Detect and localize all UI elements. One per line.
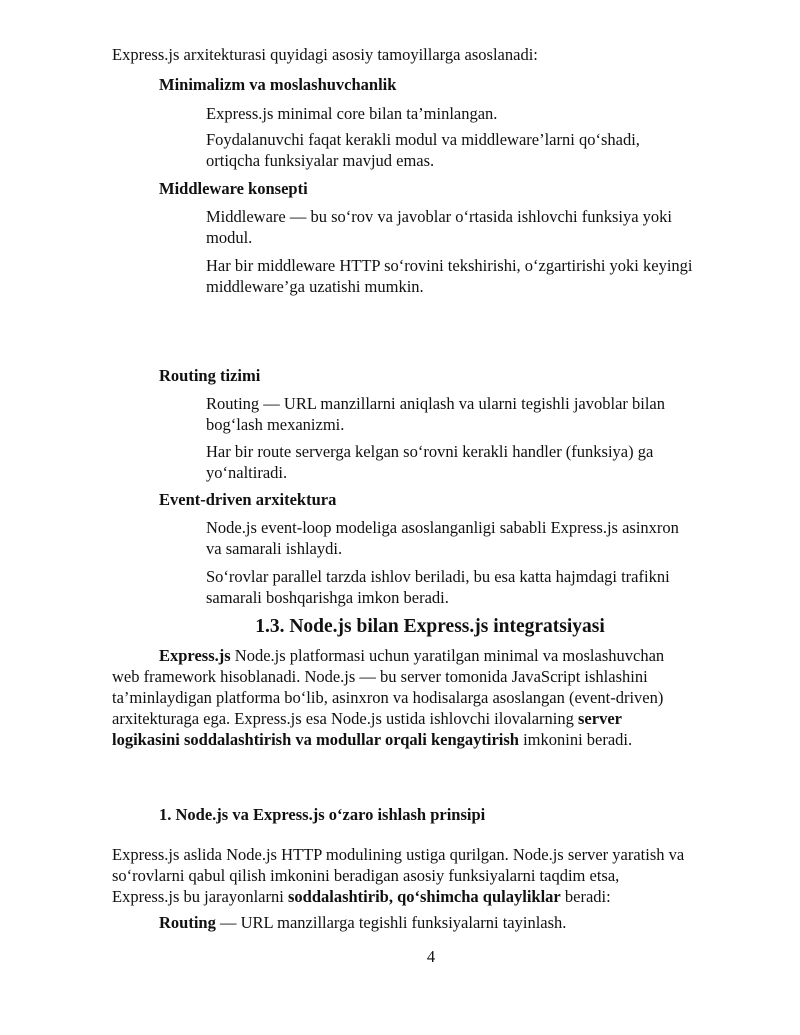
section-title-middleware: Middleware konsepti: [159, 179, 308, 198]
point-text: Har bir middleware HTTP so‘rovini tekshirishi, o‘zgartirishi yoki keyingi: [206, 256, 693, 275]
paragraph-line: [112, 708, 622, 730]
item-text: — URL manzillarga tegishli funksiyalarni tayinlash.: [215, 913, 567, 932]
section-title-event-driven: Event-driven arxitektura: [159, 490, 337, 509]
paragraph-text: arxitekturaga ega. Express.js esa Node.js ustida ishlovchi ilovalarning: [112, 709, 579, 728]
intro-text: Express.js arxitekturasi quyidagi asosiy tamoyillarga asoslanadi:: [112, 45, 538, 64]
paragraph-line: [112, 886, 611, 908]
point-text-cont: modul.: [206, 228, 253, 247]
point-text-cont: ortiqcha funksiyalar mavjud emas.: [206, 151, 435, 170]
bold-term: Express.js: [159, 646, 231, 665]
point-text-cont: va samarali ishlaydi.: [206, 539, 343, 558]
point-text-cont: samarali boshqarishga imkon beradi.: [206, 588, 449, 607]
point-text-cont: yo‘naltiradi.: [206, 463, 288, 482]
page-number: 4: [426, 947, 436, 966]
point-text: Har bir route serverga kelgan so‘rovni kerakli handler (funksiya) ga: [206, 442, 654, 461]
paragraph-line: [112, 729, 632, 751]
paragraph-line: Express.js aslida Node.js HTTP modulining ustiga qurilgan. Node.js server yaratish va: [112, 845, 685, 864]
point-text: Foydalanuvchi faqat kerakli modul va middleware’larni qo‘shadi,: [206, 130, 640, 149]
section-heading: 1.3. Node.js bilan Express.js integratsiyasi: [255, 616, 605, 637]
paragraph-text: Express.js bu jarayonlarni: [112, 887, 288, 906]
subheading: 1. Node.js va Express.js o‘zaro ishlash prinsipi: [159, 805, 486, 824]
bold-term: logikasini soddalashtirish va modullar orqali kengaytirish: [112, 730, 519, 749]
section-title-minimalism: Minimalizm va moslashuvchanlik: [159, 75, 397, 94]
bold-term: soddalashtirib, qo‘shimcha qulayliklar: [287, 887, 561, 906]
point-text: Middleware — bu so‘rov va javoblar o‘rtasida ishlovchi funksiya yoki: [206, 207, 673, 226]
paragraph-line: [159, 645, 664, 667]
point-text: Routing — URL manzillarni aniqlash va ularni tegishli javoblar bilan: [206, 394, 666, 413]
point-text: Express.js minimal core bilan ta’minlangan.: [206, 104, 498, 123]
paragraph-text: imkonini beradi.: [518, 730, 633, 749]
paragraph-line: so‘rovlarni qabul qilish imkonini beradigan asosiy funksiyalarni taqdim etsa,: [112, 866, 620, 885]
point-text: Node.js event-loop modeliga asoslanganligi sababli Express.js asinxron: [206, 518, 679, 537]
paragraph-line: ta’minlaydigan platforma bo‘lib, asinxron va hodisalarga asoslangan (event-driven): [112, 688, 664, 707]
paragraph-text: Node.js platformasi uchun yaratilgan minimal va moslashuvchan: [230, 646, 665, 665]
routing-item: [159, 912, 566, 934]
point-text: So‘rovlar parallel tarzda ishlov beriladi, bu esa katta hajmdagi trafikni: [206, 567, 670, 586]
bold-term: server: [578, 709, 622, 728]
bold-term: Routing: [159, 913, 216, 932]
point-text-cont: bog‘lash mexanizmi.: [206, 415, 345, 434]
section-title-routing: Routing tizimi: [159, 366, 261, 385]
paragraph-line: web framework hisoblanadi. Node.js — bu server tomonida JavaScript ishlashini: [112, 667, 648, 686]
paragraph-text: beradi:: [560, 887, 611, 906]
point-text-cont: middleware’ga uzatishi mumkin.: [206, 277, 424, 296]
